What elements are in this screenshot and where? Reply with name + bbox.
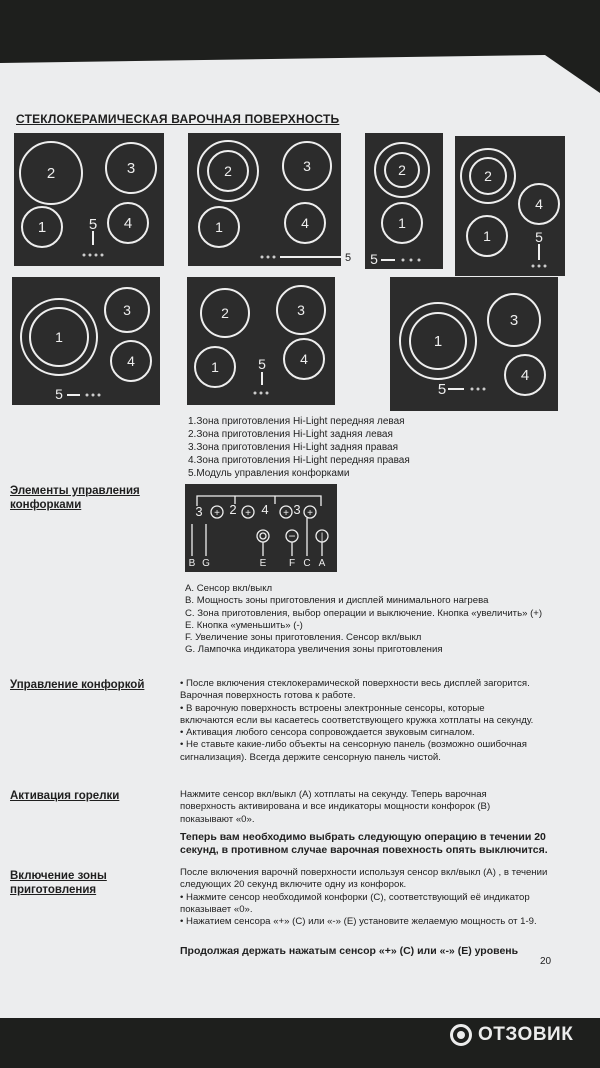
svg-text:−: − xyxy=(288,529,296,543)
zone-on-item: • Нажмите сенсор необходимой конфорки (С), соответствующий её индикатор показывает «0». xyxy=(180,891,530,915)
panel-letter-g: G xyxy=(202,558,210,569)
cooktop-diagram-3 xyxy=(365,133,443,269)
controls-item-f: F. Увеличение зоны приготовления. Сенсор вкл/выкл xyxy=(185,632,422,644)
zone-label-1: 1 xyxy=(211,359,219,375)
zone-label-3: 3 xyxy=(126,160,136,177)
watermark xyxy=(450,1024,573,1046)
zone-label-3: 3 xyxy=(509,312,519,329)
page-number: 20 xyxy=(540,956,552,967)
controls-item-c: C. Зона приготовления, выбор операции и выключение. Кнопка «увеличить» (+) xyxy=(185,607,543,619)
zone-label-4: 4 xyxy=(520,367,530,384)
activation-text: Нажмите сенсор вкл/выкл (А) хотплаты на секунду. Теперь варочная поверхность активирована и все индикаторы мощности конфорок (В) показывают «0». xyxy=(180,789,491,825)
zone-on-item: • Нажатием сенсора «+» (С) или «-» (Е) установите желаемую мощность от 1-9. xyxy=(180,916,537,928)
zone-label-4: 4 xyxy=(127,353,135,369)
zone-label-2: 2 xyxy=(221,305,229,321)
zone-legend xyxy=(188,415,410,480)
panel-digit: 2 xyxy=(229,502,237,517)
panel-letter-b: B xyxy=(188,558,196,569)
cooktop-diagram-1 xyxy=(14,133,164,266)
otzovik-logo-icon xyxy=(450,1024,472,1046)
management-item: • В варочную поверхность встроены электронные сенсоры, которые включаются если вы касаетесь соответствующего кружка хотплаты на секунду. xyxy=(180,702,534,726)
activation-heading: Активация горелки xyxy=(10,790,120,802)
panel-letter-e: E xyxy=(259,558,267,569)
zone-label-5: 5 xyxy=(258,356,266,372)
management-item: • После включения стеклокерамической поверхности весь дисплей загорится. Варочная поверхность готова к работе. xyxy=(180,678,530,702)
page-title: СТЕКЛОКЕРАМИЧЕСКАЯ ВАРОЧНАЯ ПОВЕРХНОСТЬ xyxy=(16,112,340,126)
zone-on-section xyxy=(180,867,560,928)
cooktop-diagram-5 xyxy=(12,277,160,405)
zone-label-1: 1 xyxy=(37,219,47,236)
zone-label-4: 4 xyxy=(300,351,308,367)
zone-label-1: 1 xyxy=(433,333,443,350)
svg-text:+: + xyxy=(214,508,220,519)
cooktop-diagram-4 xyxy=(455,136,565,276)
zone-label-5: 5 xyxy=(437,381,447,398)
zone-label-4: 4 xyxy=(301,215,309,231)
controls-heading: Элементы управления конфорками xyxy=(10,485,140,511)
zone-label-3: 3 xyxy=(297,302,305,318)
zone-label-2: 2 xyxy=(224,163,232,179)
cooktop-diagram-2 xyxy=(188,133,341,266)
cooktop-diagram-7 xyxy=(390,277,558,411)
legend-item: 3.Зона приготовления Hi-Light задняя правая xyxy=(188,442,399,453)
controls-item-a: A. Сенсор вкл/выкл xyxy=(185,583,273,594)
controls-list xyxy=(185,583,557,657)
zone-label-2: 2 xyxy=(46,165,56,182)
management-list xyxy=(180,678,540,764)
zone-label-1: 1 xyxy=(398,215,406,231)
zone-label-2: 2 xyxy=(484,168,492,184)
zone-label-5: 5 xyxy=(55,386,63,402)
watermark-text: ОТЗОВИК xyxy=(478,1024,574,1045)
svg-text:|: | xyxy=(320,532,324,543)
management-heading: Управление конфоркой xyxy=(10,679,145,691)
panel-letter-c: C xyxy=(303,558,311,569)
zone-label-5: 5 xyxy=(535,229,543,245)
panel-digit: 4 xyxy=(261,502,269,517)
controls-item-g: G. Лампочка индикатора увеличения зоны приготовления xyxy=(185,644,443,656)
legend-item: 4.Зона приготовления Hi-Light передняя правая xyxy=(188,455,410,466)
svg-text:+: + xyxy=(283,508,289,519)
panel-letter-f: F xyxy=(288,558,296,569)
management-item: • Не ставьте какие-либо объекты на сенсорную панель (возможно ошибочная сигнализация). Всегда держите сенсорную панель чистой. xyxy=(180,739,527,763)
zone5-pointer-label: 5 xyxy=(345,252,352,264)
zone-label-5: 5 xyxy=(88,216,98,233)
zone-label-1: 1 xyxy=(55,329,63,345)
zone-label-3: 3 xyxy=(303,158,311,174)
activation-warning: Теперь вам необходимо выбрать следующую операцию в течении 20 секунд, в противном случае варочная повехность опять выключится. xyxy=(180,831,548,856)
panel-digit: 3 xyxy=(293,502,301,517)
controls-item-b: B. Мощность зоны приготовления и дисплей минимального нагрева xyxy=(185,595,489,607)
panel-letter-a: A xyxy=(318,558,326,569)
controls-item-e: E. Кнопка «уменьшить» (-) xyxy=(185,619,303,631)
management-item: • Активация любого сенсора сопровождается звуковым сигналом. xyxy=(180,727,475,739)
zone-label-1: 1 xyxy=(215,219,223,235)
zone-label-4: 4 xyxy=(535,196,543,212)
legend-item: 5.Модуль управления конфорками xyxy=(188,468,350,479)
zone-label-5: 5 xyxy=(370,251,378,267)
legend-item: 2.Зона приготовления Hi-Light задняя левая xyxy=(188,429,393,440)
zone-label-4: 4 xyxy=(123,215,133,232)
legend-item: 1.Зона приготовления Hi-Light передняя левая xyxy=(188,416,405,427)
svg-text:+: + xyxy=(307,508,313,519)
cooktop-diagram-6 xyxy=(187,277,335,405)
zone-on-text: После включения варочнй поверхности используя сенсор вкл/выкл (А) , в течении следующих 20 секунд включите одну из конфорок. xyxy=(180,867,548,891)
control-panel-diagram xyxy=(185,484,337,572)
svg-text:+: + xyxy=(245,508,251,519)
zone-label-3: 3 xyxy=(123,302,131,318)
zone-label-2: 2 xyxy=(398,162,406,178)
zone-on-heading: Включение зоны приготовления xyxy=(10,870,107,896)
panel-digit: 3 xyxy=(195,504,203,519)
zone-on-bold: Продолжая держать нажатым сенсор «+» (С) или «-» (Е) уровень xyxy=(180,945,519,957)
zone-label-1: 1 xyxy=(483,228,491,244)
